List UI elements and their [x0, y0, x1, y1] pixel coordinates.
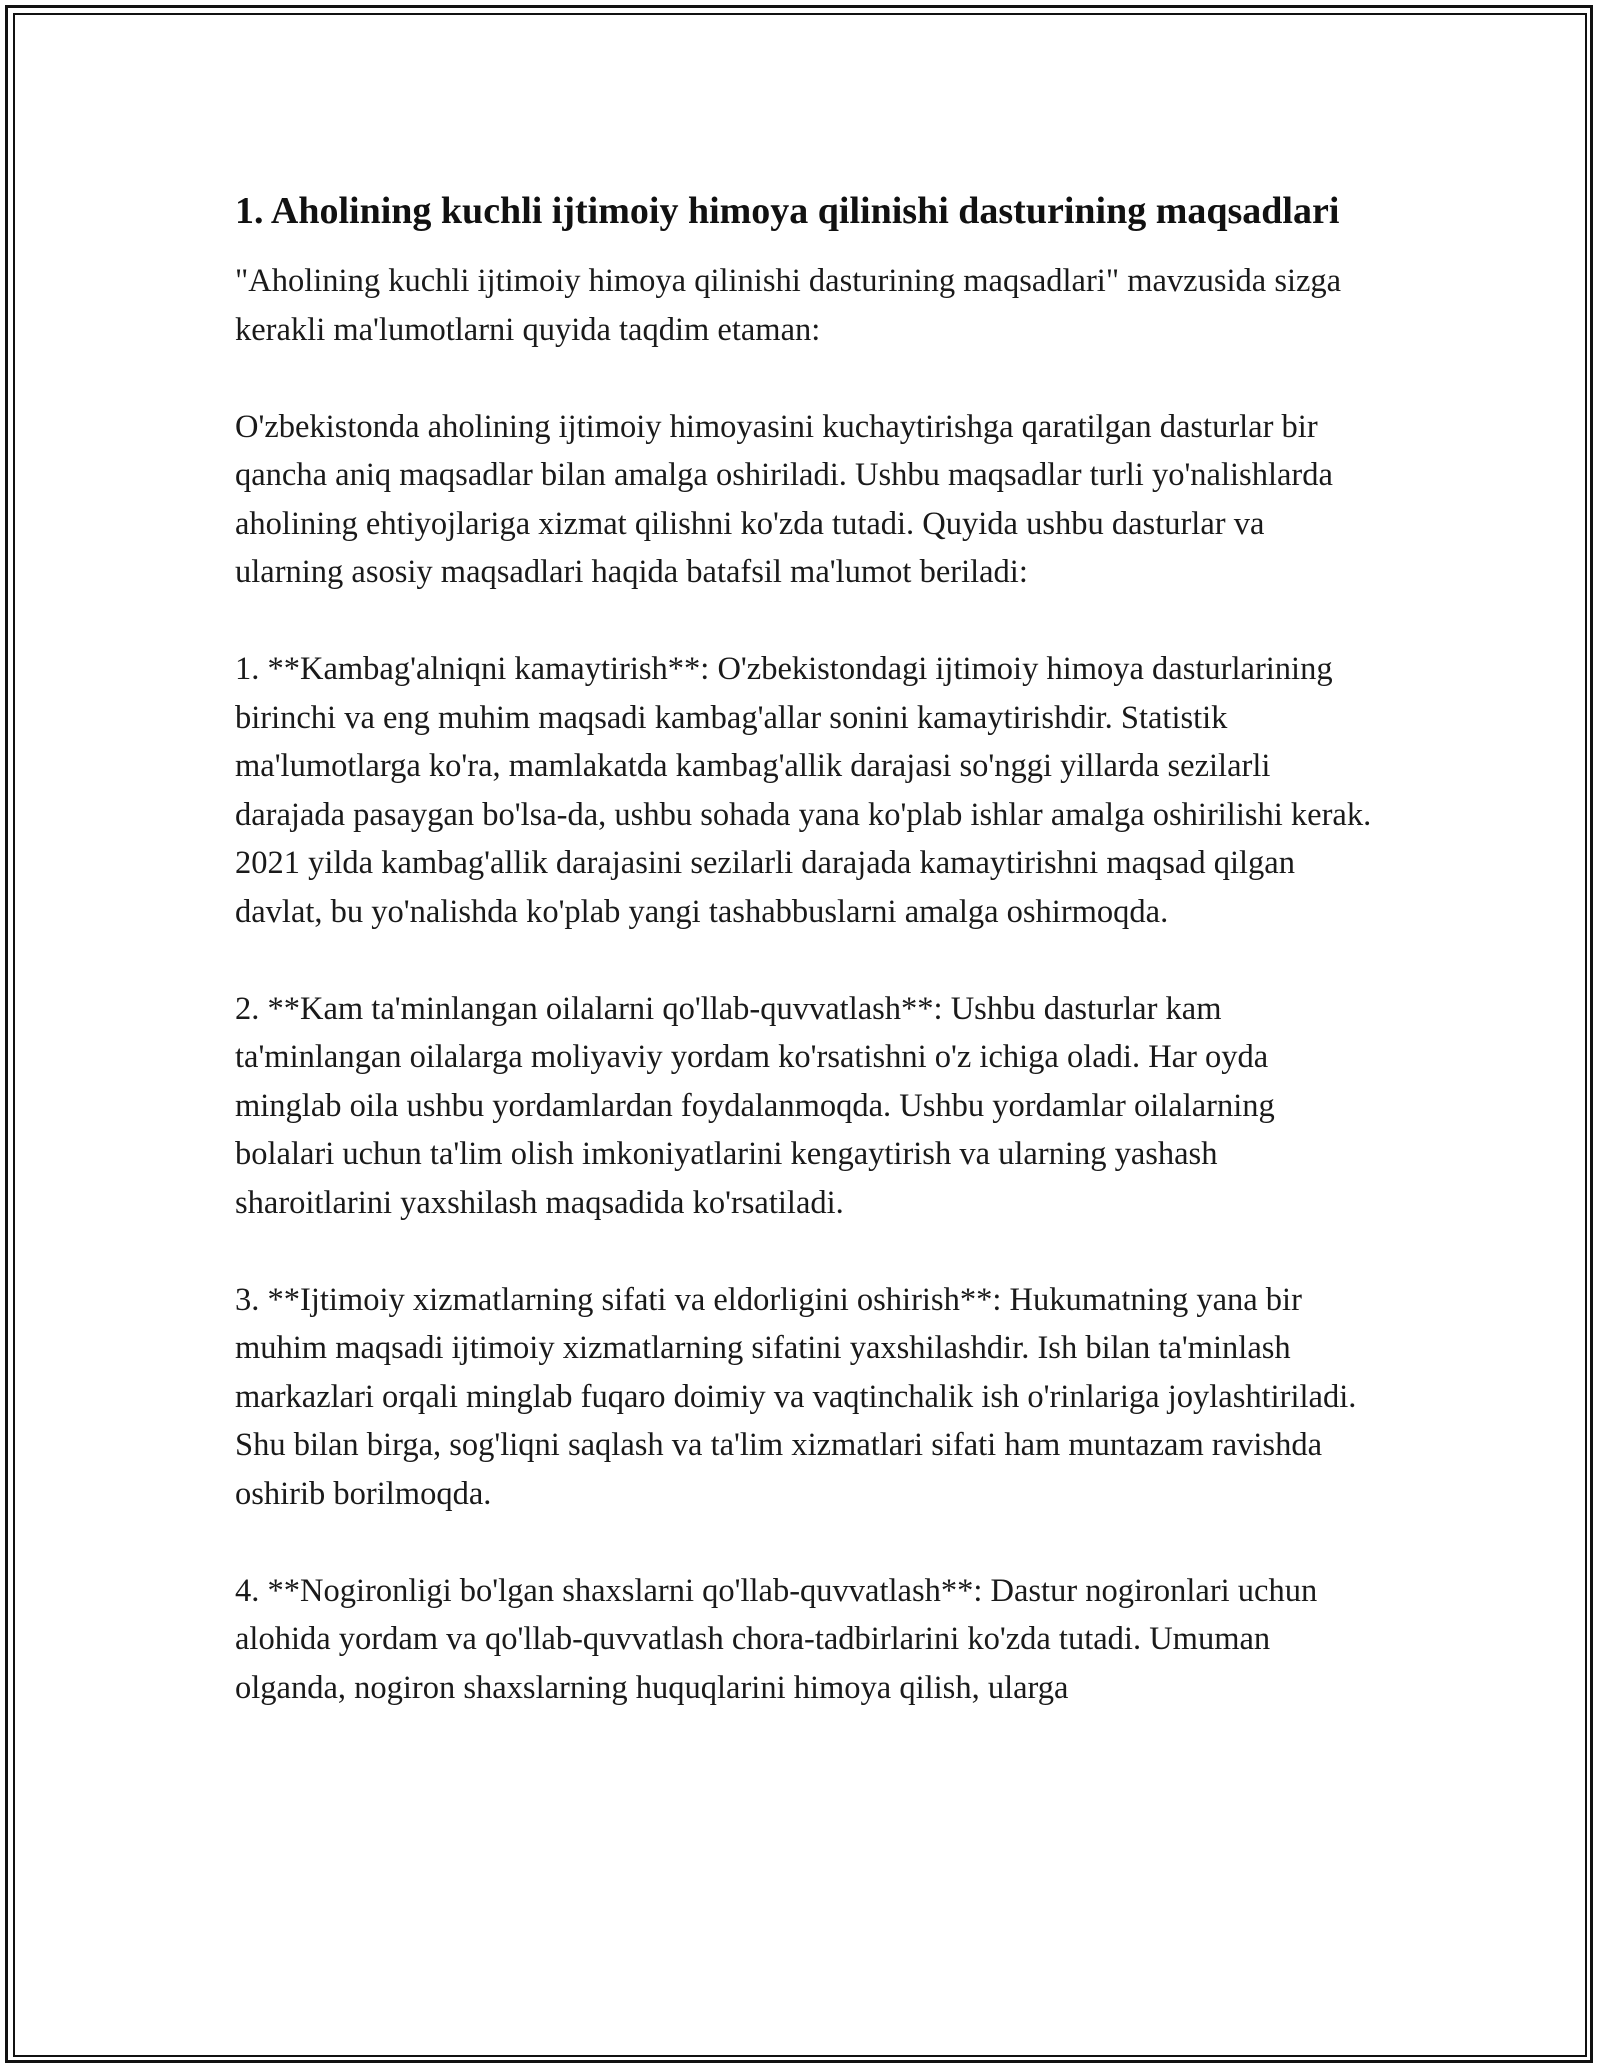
paragraph-goal-4: 4. **Nogironligi bo'lgan shaxslarni qo'llab-quvvatlash**: Dastur nogironlari uchun alohida yordam va qo'llab-quvvatlash chora-tadbirlarini ko'zda tutadi. Umuman olganda, nogiron shaxslarning huquqlarini himoya qilish, ularga — [235, 1572, 1318, 1706]
paragraph-goal-1: 1. **Kambag'alniqni kamaytirish**: O'zbekistondagi ijtimoiy himoya dasturlarining birinchi va eng muhim maqsadi kambag'allar sonini kamaytirishdir. Statistik ma'lumotlarga ko'ra, mamlakatda kambag'allik darajasi so'nggi yillarda sezilarli darajada pasaygan bo'lsa-da, ushbu sohada yana ko'plab ishlar amalga oshirilishi kerak. 2021 yilda kambag'allik darajasini sezilarli darajada kamaytirishni maqsad qilgan davlat, bu yo'nalishda ko'plab yangi tashabbuslarni amalga oshirmoqda. — [235, 651, 1372, 930]
paragraph-goal-3: 3. **Ijtimoiy xizmatlarning sifati va eldorligini oshirish**: Hukumatning yana bir muhim maqsadi ijtimoiy xizmatlarning sifatini yaxshilashdir. Ish bilan ta'minlash markazlari orqali minglab fuqaro doimiy va vaqtinchalik ish o'rinlariga joylashtiriladi. Shu bilan birga, sog'liqni saqlash va ta'lim xizmatlari sifati ham muntazam ravishda oshirib borilmoqda. — [235, 1281, 1357, 1512]
intro-paragraph: "Aholining kuchli ijtimoiy himoya qilinishi dasturining maqsadlari" mavzusida sizga kerakli ma'lumotlarni quyida taqdim etaman: — [235, 263, 1342, 348]
document-title: 1. Aholining kuchli ijtimoiy himoya qilinishi dasturining maqsadlari — [235, 190, 1340, 232]
document-body — [235, 185, 1375, 1712]
paragraph-goal-2: 2. **Kam ta'minlangan oilalarni qo'llab-quvvatlash**: Ushbu dasturlar kam ta'minlangan oilalarga moliyaviy yordam ko'rsatishni o'z ichiga oladi. Har oyda minglab oila ushbu yordamlardan foydalanmoqda. Ushbu yordamlar oilalarning bolalari uchun ta'lim olish imkoniyatlarini kengaytirish va ularning yashash sharoitlarini yaxshilash maqsadida ko'rsatiladi. — [235, 990, 1275, 1221]
paragraph-overview: O'zbekistonda aholining ijtimoiy himoyasini kuchaytirishga qaratilgan dasturlar bir qancha aniq maqsadlar bilan amalga oshiriladi. Ushbu maqsadlar turli yo'nalishlarda aholining ehtiyojlariga xizmat qilishni ko'zda tutadi. Quyida ushbu dasturlar va ularning asosiy maqsadlari haqida batafsil ma'lumot beriladi: — [235, 408, 1333, 590]
